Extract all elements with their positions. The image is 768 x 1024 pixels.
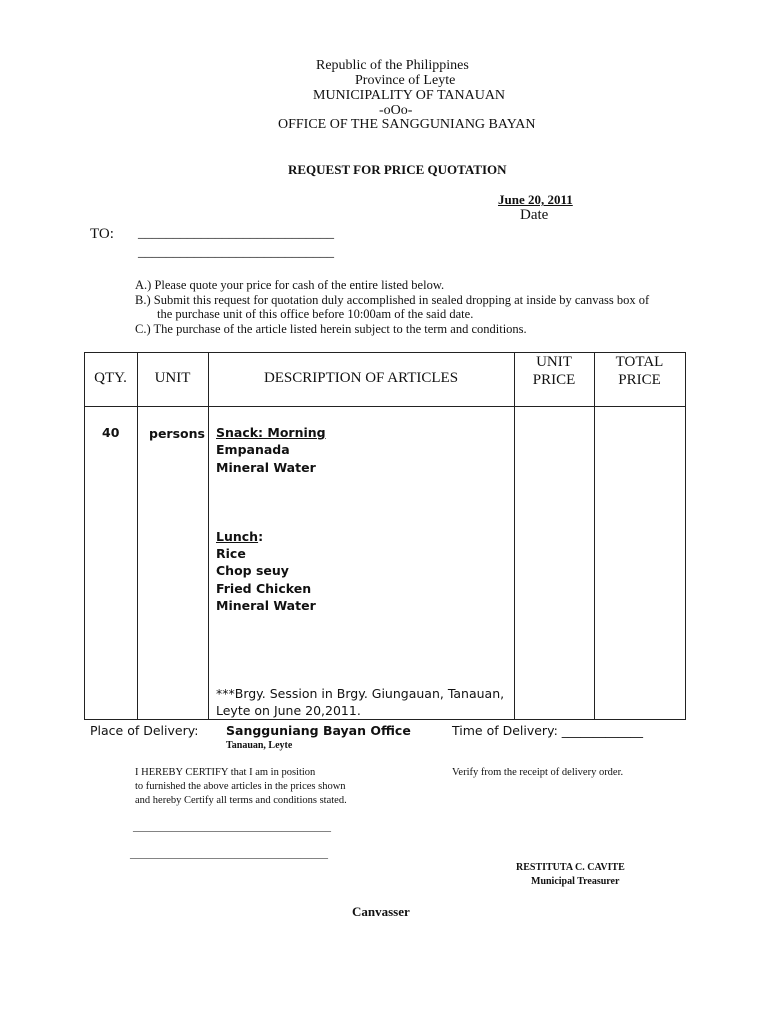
cell-qty: 40 [102, 425, 120, 440]
lunch-item: Fried Chicken [216, 581, 312, 596]
document-title: REQUEST FOR PRICE QUOTATION [288, 162, 507, 177]
header-office: OFFICE OF THE SANGGUNIANG BAYAN [278, 117, 536, 132]
lunch-item: Rice [216, 546, 246, 561]
session-note-2: Leyte on June 20,2011. [216, 703, 361, 718]
lunch-item: Mineral Water [216, 598, 316, 613]
instruction-a: A.) Please quote your price for cash of the entire listed below. [135, 278, 445, 292]
place-of-delivery-sub: Tanauan, Leyte [226, 740, 293, 751]
header-province: Province of Leyte [355, 73, 456, 88]
snack-item: Empanada [216, 442, 290, 457]
date-label: Date [520, 207, 549, 223]
header-total-price-1: TOTAL [615, 354, 664, 370]
canvasser-label: Canvasser [352, 904, 410, 919]
header-qty: QTY. [94, 370, 127, 386]
treasurer-title: Municipal Treasurer [531, 876, 620, 887]
certify-line-1: I HEREBY CERTIFY that I am in position [135, 767, 316, 778]
signature-line-2: ____________________________________ [130, 848, 328, 860]
session-note-1: ***Brgy. Session in Brgy. Giungauan, Tanauan, [216, 686, 505, 701]
header-unit-price-1: UNIT [536, 354, 572, 370]
header-unit: UNIT [154, 370, 191, 386]
to-line-1: ____________________________ [138, 226, 334, 241]
instruction-c: C.) The purchase of the article listed herein subject to the term and conditions. [135, 322, 527, 336]
header-municipality: MUNICIPALITY OF TANAUAN [313, 88, 506, 103]
lunch-heading: Lunch: [216, 529, 264, 544]
certify-line-2: to furnished the above articles in the prices shown [135, 781, 346, 792]
date-value: June 20, 2011 [498, 192, 573, 207]
snack-item: Mineral Water [216, 460, 316, 475]
to-line-2: ____________________________ [138, 245, 334, 260]
to-label: TO: [90, 226, 114, 242]
header-republic: Republic of the Philippines [316, 58, 469, 73]
header-description: DESCRIPTION OF ARTICLES [263, 370, 459, 386]
treasurer-name: RESTITUTA C. CAVITE [516, 862, 625, 873]
instruction-b-cont: the purchase unit of this office before 10:00am of the said date. [157, 307, 474, 321]
time-of-delivery: Time of Delivery: _____________ [452, 723, 643, 738]
instruction-b: B.) Submit this request for quotation duly accomplished in sealed dropping at inside by canvass box of [135, 293, 650, 307]
place-of-delivery-value: Sangguniang Bayan Office [226, 723, 411, 738]
header-ornament: -oOo- [379, 103, 413, 118]
lunch-item: Chop seuy [216, 563, 289, 578]
header-total-price-2: PRICE [618, 372, 661, 388]
verify-text: Verify from the receipt of delivery order. [452, 767, 624, 778]
signature-line-1: ____________________________________ [133, 821, 331, 833]
snack-heading: Snack: Morning [216, 425, 326, 440]
certify-line-3: and hereby Certify all terms and conditions stated. [135, 795, 347, 806]
header-unit-price-2: PRICE [532, 372, 576, 388]
place-of-delivery-label: Place of Delivery: [90, 723, 199, 738]
cell-unit: persons [149, 426, 205, 441]
